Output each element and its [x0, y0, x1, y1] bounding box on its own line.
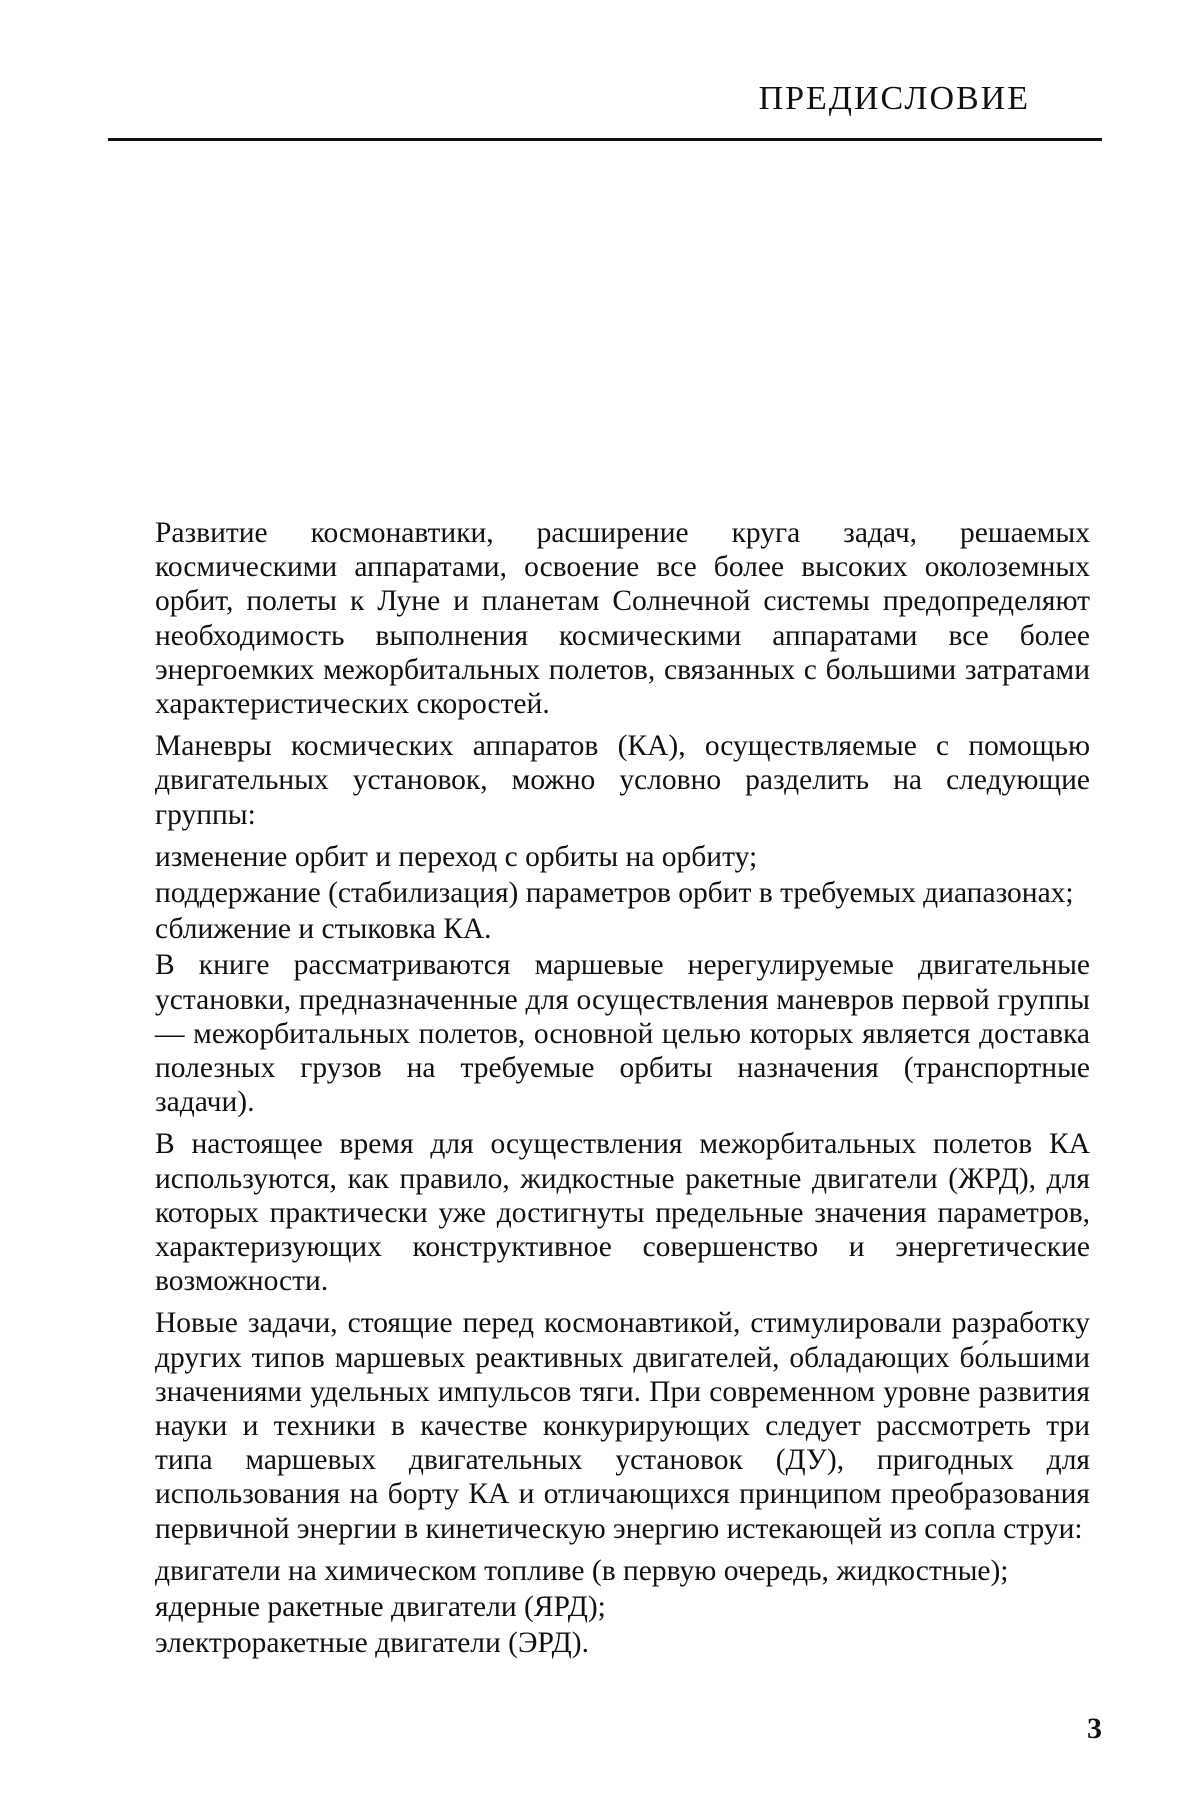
- header-rule: [108, 138, 1102, 141]
- paragraph: Развитие космонавтики, расширение круга задач, решаемых космическими аппаратами, освоение все более высоких околоземных орбит, полеты к Луне и планетам Солнечной системы предопределяют необходимость выполнения космическими аппаратами все более энергоемких межорбитальных полетов, связанных с большими затратами характеристических скоростей.: [155, 517, 1090, 721]
- list-item: поддержание (стабилизация) параметров орбит в требуемых диапазонах;: [155, 877, 1074, 910]
- page-number: 3: [1087, 1712, 1102, 1745]
- list-item: ядерные ракетные двигатели (ЯРД);: [155, 1591, 606, 1624]
- paragraph: Новые задачи, стоящие перед космонавтикой, стимулировали разработку других типов маршевых реактивных двигателей, обладающих бо́льшими значениями удельных импульсов тяги. При современном уровне развития науки и техники в качестве конкурирующих следует рассмотреть три типа маршевых двигательных установок (ДУ), пригодных для использования на борту КА и отличающихся принципом преобразования первичной энергии в кинетическую энергию истекающей из сопла струи:: [155, 1307, 1090, 1545]
- paragraph: В книге рассматриваются маршевые нерегулируемые двигательные установки, предназначенные для осуществления маневров первой группы — межорбитальных полетов, основной целью которых является доставка полезных грузов на требуемые орбиты назначения (транспортные задачи).: [155, 949, 1090, 1119]
- paragraph: Маневры космических аппаратов (КА), осуществляемые с помощью двигательных установок, можно условно разделить на следующие группы:: [155, 730, 1090, 831]
- list-item: сближение и стыковка КА.: [155, 913, 492, 946]
- list-item: изменение орбит и переход с орбиты на орбиту;: [155, 840, 758, 873]
- body-text: [155, 516, 1090, 1663]
- list-item: электроракетные двигатели (ЭРД).: [155, 1627, 589, 1660]
- paragraph: В настоящее время для осуществления межорбитальных полетов КА используются, как правило, жидкостные ракетные двигатели (ЖРД), для которых практически уже достигнуты предельные значения параметров, характеризующих конструктивное совершенство и энергетические возможности.: [155, 1128, 1090, 1298]
- list-item: двигатели на химическом топливе (в первую очередь, жидкостные);: [155, 1554, 1009, 1587]
- section-title: ПРЕДИСЛОВИЕ: [758, 80, 1030, 117]
